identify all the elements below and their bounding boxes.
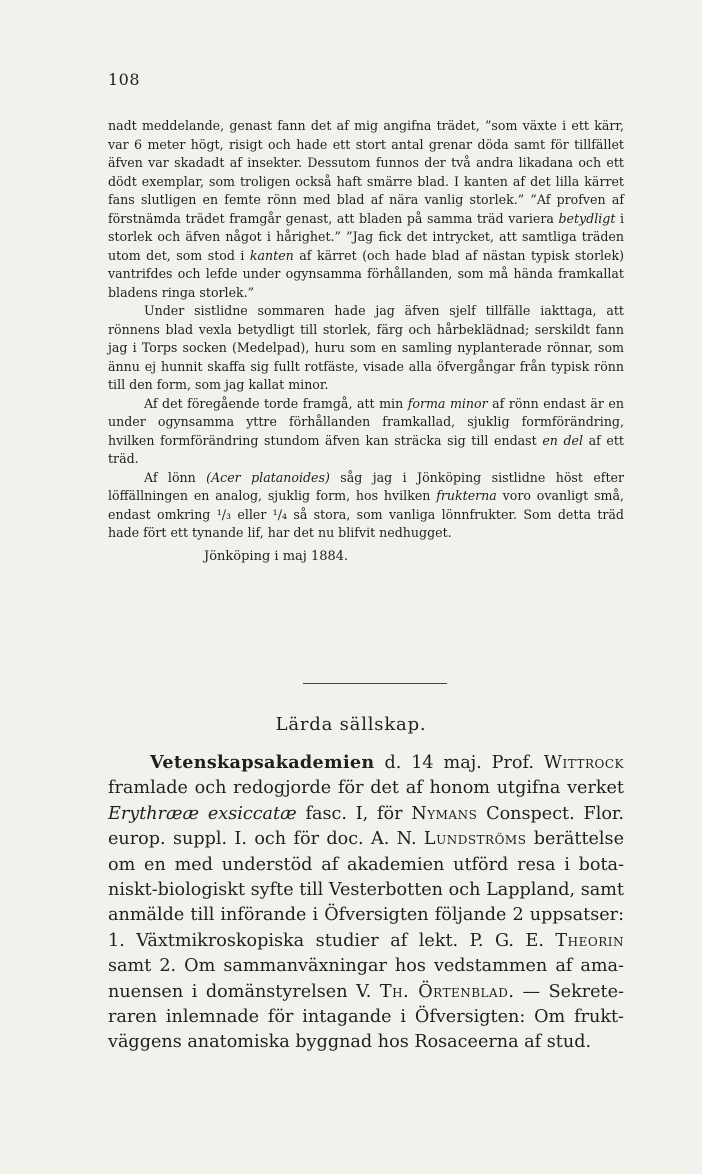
page-number: 108 xyxy=(108,70,141,89)
report-line xyxy=(108,980,624,1005)
person-name: Theorin xyxy=(555,930,624,951)
text-run: fasc. I, för xyxy=(296,803,412,824)
report-line xyxy=(108,929,624,954)
text-run: nadt meddelande, genast fann det af mig angifna trädet, ”som växte i ett kärr, var 6 meter högt, risigt och hade ett stort antal grenar döda samt för tillfället äfven var skadadt af insekter. Dessutom funnos der två andra likadana och ett dödt exemplar, som troligen också haft smärre blad. I kanten af det lilla kärret fans slutligen en femte rönn med blad af nära vanlig storlek.” ”Af profven af förstnämda trädet framgår genast, att bladen på samma träd variera xyxy=(108,118,624,226)
section-divider xyxy=(303,683,447,684)
text-run: af rönn endast är en under ogynsamma yttre förhållanden framkallad, sjuklig formförändring, hvilken formförändring stundom äfven kan sträcka sig till endast xyxy=(108,395,624,448)
academy-report xyxy=(108,750,624,1056)
emphasis-text: en del xyxy=(542,432,584,448)
report-line xyxy=(108,802,624,827)
text-run: berättelse xyxy=(526,829,624,850)
emphasis-text: kanten xyxy=(249,247,294,263)
text-run: nuensen i domänstyrelsen V. xyxy=(108,981,380,1002)
text-run: 1. Växtmikroskopiska studier af lekt. P. G. E. xyxy=(108,930,556,951)
dateline: Jönköping i maj 1884. xyxy=(204,548,349,564)
text-run: af ett träd. xyxy=(108,432,624,466)
person-name: Nymans xyxy=(411,803,478,824)
paragraph-3 xyxy=(108,395,624,469)
paragraph-2: Under sistlidne sommaren hade jag äfven sjelf tillfälle iakttaga, att rönnens blad vexla betydligt till storlek, färg och hårbeklädnad; serskildt fann jag i Torps socken (Medelpad), huru som en samling nyplanterade rönnar, som ännu ej hunnit skaffa sig fullt rotfäste, visade alla öfvergångar från typisk rönn till den form, som jag kallat minor. xyxy=(108,303,624,392)
text-run: af kärret (och hade blad af nästan typisk storlek) vantrifdes och lefde under ogynsamma förhållanden, som må hända framkallat bladens ringa storlek.” xyxy=(108,247,624,300)
text-run: europ. suppl. I. och för doc. A. N. xyxy=(108,829,424,850)
emphasis-text: (Acer platanoides) xyxy=(206,469,330,485)
text-run: i storlek och äfven något i hårighet.” ”Jag fick det intrycket, att samtliga träden utom det, som stod i xyxy=(108,210,625,263)
paragraph-1 xyxy=(108,117,624,302)
emphasis-text: forma minor xyxy=(407,395,488,411)
report-line: om en med understöd af akademien utförd resa i bota- xyxy=(108,854,624,875)
emphasis-text: frukterna xyxy=(436,488,497,503)
person-name: Wittrock xyxy=(543,753,624,773)
report-line: väggens anatomiska byggnad hos Rosaceerna af stud. xyxy=(108,1032,592,1053)
report-line xyxy=(108,827,624,852)
text-run: Af det föregående torde framgå, att min xyxy=(144,395,408,411)
text-run: Af lönn xyxy=(144,469,207,485)
person-name: Th. Örtenblad xyxy=(379,981,509,1002)
emphasis-text: betydligt xyxy=(558,210,616,226)
report-line: anmälde till införande i Öfversigten följande 2 uppsatser: xyxy=(108,905,624,926)
work-title: Erythrææ exsiccatæ xyxy=(108,803,297,824)
person-name: Lundströms xyxy=(423,829,527,850)
report-line: samt 2. Om sammanväxningar hos vedstammen af ama- xyxy=(108,956,624,977)
report-line: niskt-biologiskt syfte till Vesterbotten och Lappland, samt xyxy=(108,880,624,901)
text-run: . — Sekrete- xyxy=(508,981,624,1002)
text-run: såg jag i Jönköping sistlidne höst efter löffällningen en analog, sjuklig form, hos hvilken xyxy=(108,469,624,503)
paragraph-4 xyxy=(108,469,624,543)
report-line: raren inlemnade för intagande i Öfversigten: Om frukt- xyxy=(108,1007,624,1028)
report-line xyxy=(108,750,624,776)
society-name: Vetenskapsakademien xyxy=(150,752,375,773)
text-run: Conspect. Flor. xyxy=(477,803,624,824)
section-title: Lärda sällskap. xyxy=(275,714,427,735)
article-continuation xyxy=(108,117,624,566)
text-run: d. 14 maj. Prof. xyxy=(374,753,544,773)
report-line: framlade och redogjorde för det af honom utgifna verket xyxy=(108,778,624,799)
text-run: voro ovanligt små, endast omkring ¹/₃ eller ¹/₄ så stora, som vanliga lönnfrukter. Som detta träd hade fört ett tynande lif, har det nu blifvit nedhugget. xyxy=(108,488,624,540)
